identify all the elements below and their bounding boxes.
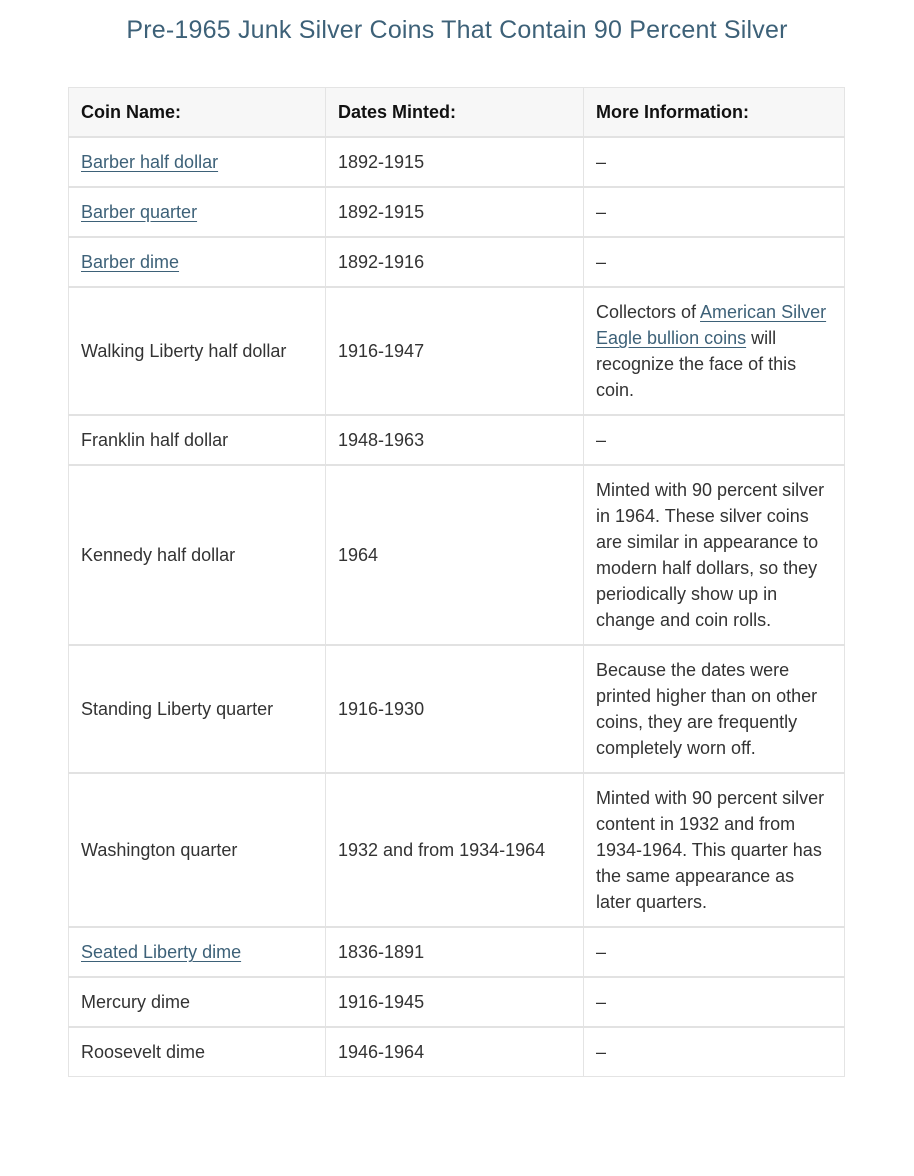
table-row	[69, 287, 845, 415]
table-row	[69, 187, 845, 237]
info-cell: –	[584, 927, 845, 977]
info-cell	[584, 287, 845, 415]
coin-name-cell	[69, 187, 326, 237]
dates-cell: 1948-1963	[326, 415, 584, 465]
junk-silver-table-container	[68, 87, 844, 1077]
coin-name-cell: Standing Liberty quarter	[69, 645, 326, 773]
american-silver-eagle-link[interactable]: American Silver Eagle bullion coins	[596, 302, 827, 348]
header-coin-name: Coin Name:	[69, 88, 326, 138]
info-text-prefix: Collectors of	[596, 302, 701, 322]
table-row	[69, 465, 845, 645]
info-text-suffix: will recognize the face of this coin.	[596, 328, 797, 400]
info-cell: Minted with 90 percent silver content in 1932 and from 1934-1964. This quarter has the same appearance as later quarters.	[584, 773, 845, 927]
coin-link-seated-liberty-dime[interactable]: Seated Liberty dime	[81, 942, 242, 962]
table-row	[69, 927, 845, 977]
dates-cell: 1932 and from 1934-1964	[326, 773, 584, 927]
header-more-information: More Information:	[584, 88, 845, 138]
coin-name-cell	[69, 237, 326, 287]
coin-name-cell: Walking Liberty half dollar	[69, 287, 326, 415]
coin-name-cell	[69, 927, 326, 977]
table-row	[69, 645, 845, 773]
info-cell: Because the dates were printed higher than on other coins, they are frequently completely worn off.	[584, 645, 845, 773]
table-row	[69, 237, 845, 287]
info-cell: –	[584, 137, 845, 187]
dates-cell: 1892-1915	[326, 137, 584, 187]
info-cell: –	[584, 1027, 845, 1077]
coin-link-barber-quarter[interactable]: Barber quarter	[81, 202, 198, 222]
page-title: Pre-1965 Junk Silver Coins That Contain 90 Percent Silver	[126, 16, 788, 44]
coin-name-cell: Mercury dime	[69, 977, 326, 1027]
info-cell: –	[584, 187, 845, 237]
dates-cell: 1916-1947	[326, 287, 584, 415]
dates-cell: 1964	[326, 465, 584, 645]
info-cell: –	[584, 415, 845, 465]
dates-cell: 1836-1891	[326, 927, 584, 977]
coin-name-cell: Kennedy half dollar	[69, 465, 326, 645]
table-header-row	[69, 88, 845, 138]
dates-cell: 1916-1945	[326, 977, 584, 1027]
table-row	[69, 1027, 845, 1077]
coin-name-cell: Roosevelt dime	[69, 1027, 326, 1077]
coin-name-cell: Franklin half dollar	[69, 415, 326, 465]
junk-silver-coins-table	[68, 87, 845, 1077]
dates-cell: 1892-1916	[326, 237, 584, 287]
dates-cell: 1946-1964	[326, 1027, 584, 1077]
coin-link-barber-dime[interactable]: Barber dime	[81, 252, 180, 272]
coin-link-barber-half-dollar[interactable]: Barber half dollar	[81, 152, 219, 172]
coin-name-cell: Washington quarter	[69, 773, 326, 927]
dates-cell: 1916-1930	[326, 645, 584, 773]
dates-cell: 1892-1915	[326, 187, 584, 237]
table-row	[69, 773, 845, 927]
table-row	[69, 137, 845, 187]
info-cell: Minted with 90 percent silver in 1964. These silver coins are similar in appearance to modern half dollars, so they periodically show up in change and coin rolls.	[584, 465, 845, 645]
header-dates-minted: Dates Minted:	[326, 88, 584, 138]
info-cell: –	[584, 237, 845, 287]
coin-name-cell	[69, 137, 326, 187]
table-row	[69, 977, 845, 1027]
table-row	[69, 415, 845, 465]
info-cell: –	[584, 977, 845, 1027]
